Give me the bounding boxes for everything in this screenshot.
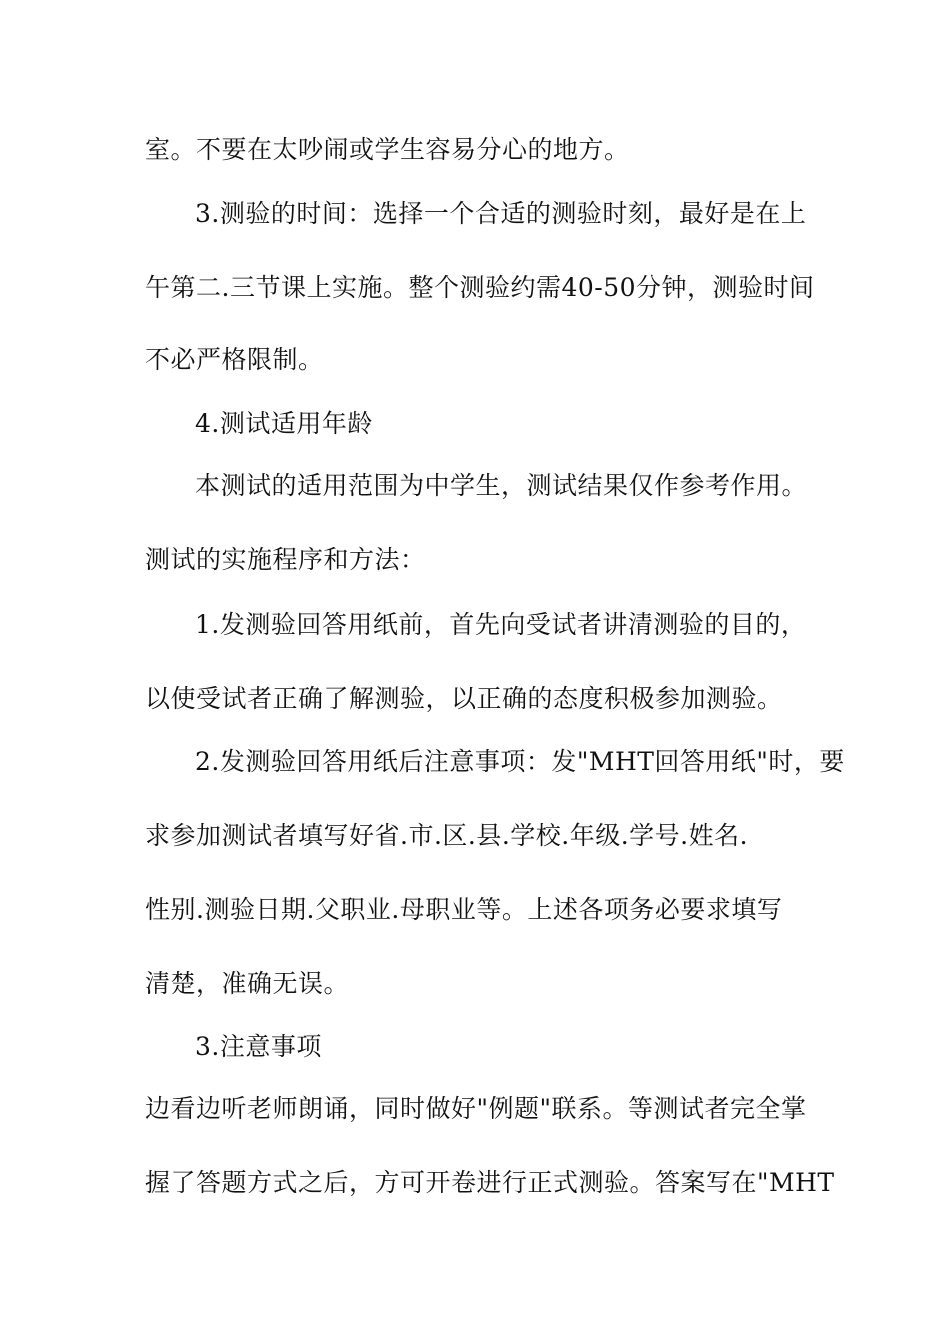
- text-line-5: 4.测试适用年龄: [195, 409, 373, 438]
- text-line-1: 室。不要在太吵闹或学生容易分心的地方。: [145, 135, 630, 164]
- text-line-16: 握了答题方式之后，方可开卷进行正式测验。答案写在"MHT: [145, 1168, 835, 1197]
- text-line-14: 3.注意事项: [195, 1032, 322, 1061]
- text-line-10: 2.发测验回答用纸后注意事项：发"MHT回答用纸"时，要: [195, 747, 845, 776]
- text-line-6: 本测试的适用范围为中学生，测试结果仅作参考作用。: [195, 471, 808, 500]
- text-line-12: 性别.测验日期.父职业.母职业等。上述各项务必要求填写: [145, 895, 783, 924]
- text-line-15: 边看边听老师朗诵，同时做好"例题"联系。等测试者完全掌: [145, 1094, 807, 1123]
- text-line-4: 不必严格限制。: [145, 345, 324, 374]
- text-line-13: 清楚，准确无误。: [145, 969, 350, 998]
- text-line-9: 以使受试者正确了解测验，以正确的态度积极参加测验。: [145, 684, 783, 713]
- text-line-2: 3.测验的时间：选择一个合适的测验时刻，最好是在上: [195, 199, 807, 228]
- text-line-7: 测试的实施程序和方法：: [145, 545, 426, 574]
- text-line-11: 求参加测试者填写好省.市.区.县.学校.年级.学号.姓名.: [145, 821, 749, 850]
- text-line-8: 1.发测验回答用纸前，首先向受试者讲清测验的目的，: [195, 610, 807, 639]
- text-line-3: 午第二.三节课上实施。整个测验约需40-50分钟，测验时间: [145, 273, 815, 302]
